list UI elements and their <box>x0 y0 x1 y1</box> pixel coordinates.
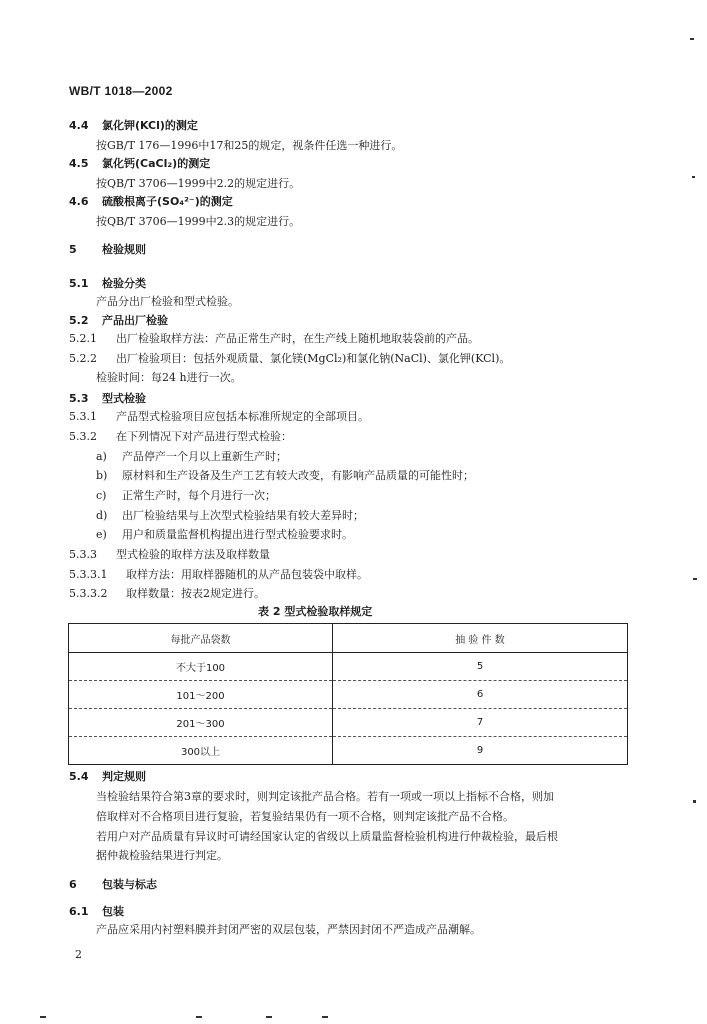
body-line: 正常生产时，每个月进行一次； <box>122 489 276 502</box>
body-line: 出厂检验结果与上次型式检验结果有较大差异时； <box>122 509 364 522</box>
sampling-table <box>68 623 628 765</box>
clause-number: 4.6 <box>69 195 89 208</box>
table-header-samples: 抽 验 件 数 <box>333 624 628 653</box>
scan-mark <box>40 1016 46 1018</box>
section-heading: 包装与标志 <box>102 878 157 891</box>
clause-number: 6.1 <box>69 905 89 918</box>
body-line: 若用户对产品质量有异议时可请经国家认定的省级以上质量监督检验机构进行仲裁检验，最后根 <box>96 830 558 843</box>
table-header-bags: 每批产品袋数 <box>69 624 333 653</box>
table-cell: 7 <box>333 709 628 737</box>
body-line: 据仲裁检验结果进行判定。 <box>96 849 228 862</box>
clause-number: 5 <box>69 243 77 256</box>
clause-number: 5.2 <box>69 314 89 327</box>
clause-number: 5.3.1 <box>69 410 97 423</box>
clause-number: 5.3.2 <box>69 430 97 443</box>
scan-mark <box>196 1016 202 1018</box>
clause-number: 5.3.3 <box>69 548 97 561</box>
scan-mark <box>690 38 694 40</box>
clause-number: 4.5 <box>69 157 89 170</box>
table-cell: 201～300 <box>69 709 333 737</box>
clause-number: 5.2.1 <box>69 332 97 345</box>
body-line: 产品停产一个月以上重新生产时； <box>122 450 287 463</box>
clause-number: a) <box>96 450 107 463</box>
document-code: WB/T 1018—2002 <box>69 84 173 98</box>
scan-mark <box>692 176 695 178</box>
clause-number: 5.3.3.2 <box>69 587 108 600</box>
body-line: 出厂检验项目：包括外观质量、氯化镁(MgCl₂)和氯化钠(NaCl)、氯化钾(KCl)。 <box>116 352 511 365</box>
table-cell: 不大于100 <box>69 653 333 681</box>
body-line: 在下列情况下对产品进行型式检验： <box>116 430 292 443</box>
section-heading: 氯化钙(CaCl₂)的测定 <box>102 157 211 170</box>
body-line: 原材料和生产设备及生产工艺有较大改变，有影响产品质量的可能性时； <box>122 469 474 482</box>
section-heading: 检验规则 <box>102 243 146 256</box>
table-cell: 6 <box>333 681 628 709</box>
table-cell: 300以上 <box>69 737 333 765</box>
clause-number: b) <box>96 469 108 482</box>
table-cell: 9 <box>333 737 628 765</box>
body-line: 取样数量：按表2规定进行。 <box>126 587 265 600</box>
clause-number: 6 <box>69 878 77 891</box>
clause-number: 5.2.2 <box>69 352 97 365</box>
body-line: 检验时间：每24 h进行一次。 <box>96 371 242 384</box>
clause-number: e) <box>96 528 107 541</box>
clause-number: 4.4 <box>69 119 89 132</box>
body-line: 当检验结果符合第3章的要求时，则判定该批产品合格。若有一项或一项以上指标不合格，则加 <box>96 790 554 803</box>
body-line: 倍取样对不合格项目进行复验，若复验结果仍有一项不合格，则判定该批产品不合格。 <box>96 810 514 823</box>
body-line: 按QB/T 3706—1999中2.3的规定进行。 <box>96 215 301 228</box>
section-heading: 产品出厂检验 <box>102 314 168 327</box>
scan-mark <box>322 1016 328 1018</box>
clause-number: 5.3.3.1 <box>69 568 108 581</box>
clause-number: d) <box>96 509 108 522</box>
table-cell: 5 <box>333 653 628 681</box>
section-heading: 检验分类 <box>102 277 146 290</box>
body-line: 产品型式检验项目应包括本标准所规定的全部项目。 <box>116 410 369 423</box>
body-line: 按QB/T 3706—1999中2.2的规定进行。 <box>96 177 301 190</box>
table-caption: 表 2 型式检验取样规定 <box>258 605 373 618</box>
clause-number: c) <box>96 489 107 502</box>
section-heading: 判定规则 <box>102 770 146 783</box>
section-heading: 型式检验 <box>102 392 146 405</box>
section-heading: 氯化钾(KCl)的测定 <box>102 119 198 132</box>
body-line: 型式检验的取样方法及取样数量 <box>116 548 270 561</box>
body-line: 取样方法：用取样器随机的从产品包装袋中取样。 <box>126 568 368 581</box>
page-number: 2 <box>75 948 82 961</box>
body-line: 出厂检验取样方法：产品正常生产时，在生产线上随机地取装袋前的产品。 <box>116 332 479 345</box>
body-line: 用户和质量监督机构提出进行型式检验要求时。 <box>122 528 353 541</box>
body-line: 按GB/T 176—1996中17和25的规定，视条件任选一种进行。 <box>96 139 403 152</box>
scan-mark <box>693 578 697 580</box>
section-heading: 硫酸根离子(SO₄²⁻)的测定 <box>102 195 233 208</box>
table-cell: 101～200 <box>69 681 333 709</box>
clause-number: 5.3 <box>69 392 89 405</box>
section-heading: 包装 <box>102 905 124 918</box>
body-line: 产品分出厂检验和型式检验。 <box>96 295 239 308</box>
clause-number: 5.4 <box>69 770 89 783</box>
scan-mark <box>266 1016 272 1018</box>
clause-number: 5.1 <box>69 277 89 290</box>
body-line: 产品应采用内衬塑料膜并封闭严密的双层包装，严禁因封闭不严造成产品潮解。 <box>96 923 481 936</box>
scan-mark <box>693 800 696 803</box>
